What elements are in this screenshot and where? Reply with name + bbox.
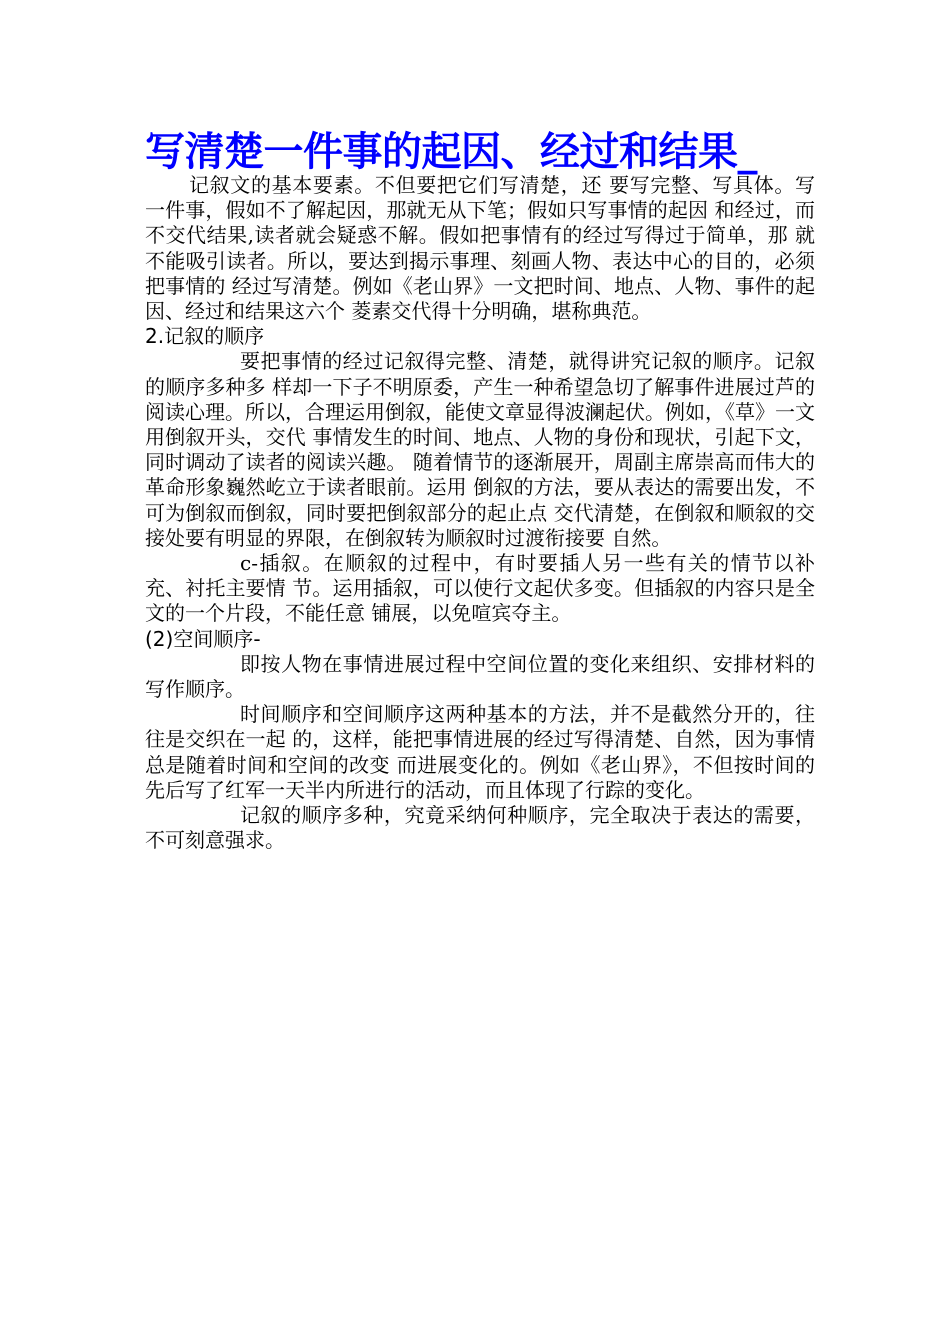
paragraph-interpolation: c-插叙。在顺叙的过程中，有时要插人另一些有关的情节以补充、衬托主要情 节。运用插叙，可以使行文起伏多变。但插叙的内容只是全文的一个片段，不能任意 铺展，以免喧宾夺主。 [145, 551, 815, 626]
paragraph-narrative-order: 要把事情的经过记叙得完整、清楚，就得讲究记叙的顺序。记叙的顺序多种多 样却一下子不明原委，产生一种希望急切了解事件进展过芦的阅读心理。所以，合理运用倒叙，能使文章显得波澜起伏。例如，《草》一文用倒叙开头，交代 事情发生的时间、地点、人物的身份和现状，引起下文，同时调动了读者的阅读兴趣。 随着情节的逐渐展开，周副主席崇高而伟大的革命形象巍然屹立于读者眼前。运用 倒叙的方法，要从表达的需要出发，不可为倒叙而倒叙，同时要把倒叙部分的起止点 交代清楚，在倒叙和顺叙的交接处要有明显的界限，在倒叙转为顺叙时过渡衔接要 自然。 [145, 349, 815, 550]
section-heading-spatial-order: (2)空间顺序- [145, 626, 261, 651]
paragraph-basic-elements: 记叙文的基本要素。不但要把它们写清楚，还 要写完整、写具体。写一件事，假如不了解起因，那就无从下笔；假如只写事情的起因 和经过，而不交代结果,读者就会疑惑不解。假如把事情有的经过写得过于简单，那 就不能吸引读者。所以，要达到揭示事理、刻画人物、表达中心的目的，必须把事情的 经过写清楚。例如《老山界》一文把时间、地点、人物、事件的起因、经过和结果这六个 菱素交代得十分明确，堪称典范。 [145, 173, 815, 324]
section-heading-narrative-order: 2.记叙的顺序 [145, 324, 265, 349]
document-title: 写清楚一件事的起因、经过和结果_ [145, 128, 757, 175]
paragraph-time-and-space: 时间顺序和空间顺序这两种基本的方法，并不是截然分开的，往往是交织在一起 的，这样，能把事情进展的经过写得清楚、自然，因为事情总是随着时间和空间的改变 而进展变化的。例如《老山界》，不但按时间的先后写了红军一天半内所进行的活动，而且体现了行踪的变化。 [145, 702, 815, 802]
document-body [145, 173, 815, 853]
paragraph-spatial-order: 即按人物在事情进展过程中空间位置的变化来组织、安排材料的写作顺序。 [145, 651, 815, 702]
paragraph-conclusion: 记叙的顺序多种，究竟采纳何种顺序，完全取决于表达的需要，不可刻意强求。 [145, 803, 815, 853]
